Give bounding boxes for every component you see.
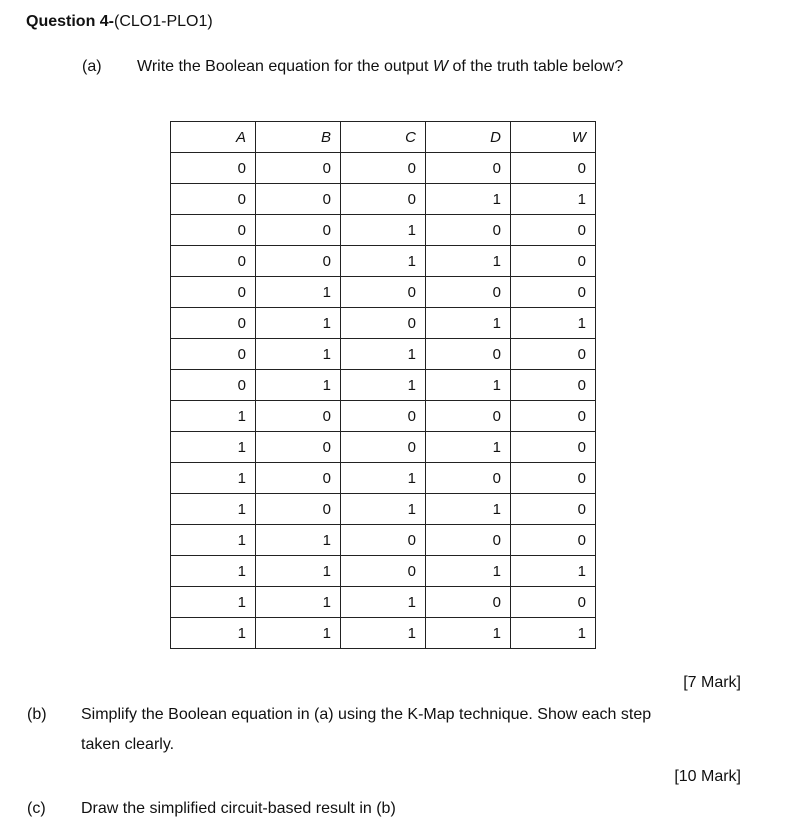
table-cell: 1: [426, 618, 511, 649]
table-cell: 1: [341, 494, 426, 525]
table-row: [171, 184, 596, 215]
table-cell: 0: [511, 401, 596, 432]
part-b-label: (b): [27, 706, 47, 723]
column-header-b: B: [256, 122, 341, 153]
table-row: [171, 246, 596, 277]
table-cell: 1: [171, 525, 256, 556]
table-cell: 1: [256, 277, 341, 308]
table-cell: 0: [171, 277, 256, 308]
table-row: [171, 401, 596, 432]
table-cell: 0: [341, 401, 426, 432]
table-cell: 0: [341, 153, 426, 184]
table-cell: 1: [426, 184, 511, 215]
table-cell: 0: [511, 246, 596, 277]
table-cell: 0: [256, 184, 341, 215]
question-clo: (CLO1-PLO1): [114, 13, 213, 30]
table-cell: 0: [256, 432, 341, 463]
table-cell: 1: [341, 339, 426, 370]
table-row: [171, 556, 596, 587]
question-number: Question 4-: [26, 13, 115, 30]
table-cell: 1: [426, 432, 511, 463]
table-cell: 1: [256, 308, 341, 339]
table-cell: 0: [171, 153, 256, 184]
part-b-mark: [10 Mark]: [674, 768, 741, 785]
column-header-c: C: [341, 122, 426, 153]
table-cell: 0: [511, 215, 596, 246]
part-a-variable: W: [432, 58, 449, 75]
table-cell: 1: [426, 556, 511, 587]
table-cell: 0: [511, 153, 596, 184]
table-cell: 0: [426, 277, 511, 308]
column-header-a: A: [171, 122, 256, 153]
table-cell: 0: [341, 308, 426, 339]
table-cell: 1: [426, 494, 511, 525]
table-row: [171, 587, 596, 618]
table-cell: 0: [171, 339, 256, 370]
truth-table: [170, 121, 596, 649]
table-cell: 0: [256, 215, 341, 246]
table-cell: 0: [171, 308, 256, 339]
table-cell: 1: [511, 184, 596, 215]
table-cell: 0: [426, 215, 511, 246]
table-cell: 1: [171, 587, 256, 618]
table-cell: 1: [341, 370, 426, 401]
table-cell: 0: [256, 463, 341, 494]
table-cell: 1: [341, 463, 426, 494]
table-cell: 0: [511, 370, 596, 401]
table-cell: 0: [426, 339, 511, 370]
part-b-text-line2: taken clearly.: [81, 736, 175, 753]
table-cell: 0: [256, 494, 341, 525]
table-cell: 0: [426, 463, 511, 494]
table-cell: 1: [171, 618, 256, 649]
part-c-label: (c): [27, 800, 46, 817]
table-cell: 0: [341, 432, 426, 463]
table-cell: 1: [341, 215, 426, 246]
table-row: [171, 618, 596, 649]
table-row: [171, 432, 596, 463]
question-heading: [26, 13, 213, 31]
table-cell: 0: [426, 587, 511, 618]
table-cell: 1: [256, 525, 341, 556]
table-cell: 0: [511, 494, 596, 525]
table-row: [171, 308, 596, 339]
table-cell: 1: [511, 308, 596, 339]
table-cell: 0: [426, 153, 511, 184]
table-cell: 1: [341, 618, 426, 649]
table-cell: 0: [256, 153, 341, 184]
table-cell: 1: [256, 587, 341, 618]
table-cell: 1: [341, 246, 426, 277]
table-row: [171, 215, 596, 246]
part-a-label: (a): [82, 58, 102, 75]
table-cell: 0: [511, 587, 596, 618]
table-cell: 0: [341, 277, 426, 308]
table-cell: 0: [341, 525, 426, 556]
table-row: [171, 277, 596, 308]
table-cell: 0: [426, 525, 511, 556]
part-a-text-before: Write the Boolean equation for the output: [137, 58, 433, 75]
table-cell: 0: [511, 277, 596, 308]
table-cell: 1: [256, 556, 341, 587]
table-cell: 1: [256, 618, 341, 649]
table-cell: 1: [171, 463, 256, 494]
table-cell: 1: [256, 370, 341, 401]
table-cell: 1: [426, 370, 511, 401]
table-cell: 0: [256, 401, 341, 432]
part-a-mark: [7 Mark]: [683, 674, 741, 691]
table-row: [171, 153, 596, 184]
table-cell: 0: [341, 184, 426, 215]
truth-table-header-row: [171, 122, 596, 153]
column-header-w: W: [511, 122, 596, 153]
truth-table-body: [171, 153, 596, 649]
part-c-text: Draw the simplified circuit-based result in (b): [81, 800, 396, 817]
column-header-d: D: [426, 122, 511, 153]
table-cell: 0: [256, 246, 341, 277]
table-cell: 1: [511, 556, 596, 587]
table-row: [171, 339, 596, 370]
table-cell: 0: [171, 370, 256, 401]
table-row: [171, 525, 596, 556]
table-cell: 1: [171, 494, 256, 525]
table-row: [171, 463, 596, 494]
part-b-text-line1: Simplify the Boolean equation in (a) using the K-Map technique. Show each step: [81, 706, 652, 723]
table-row: [171, 370, 596, 401]
part-a-text-after: of the truth table below?: [448, 58, 624, 75]
table-cell: 0: [511, 525, 596, 556]
table-cell: 0: [171, 246, 256, 277]
table-cell: 0: [171, 184, 256, 215]
table-cell: 0: [511, 339, 596, 370]
table-cell: 1: [426, 308, 511, 339]
table-cell: 0: [341, 556, 426, 587]
table-cell: 1: [171, 556, 256, 587]
table-cell: 1: [426, 246, 511, 277]
table-cell: 0: [511, 432, 596, 463]
table-cell: 1: [171, 401, 256, 432]
table-cell: 1: [341, 587, 426, 618]
table-cell: 0: [171, 215, 256, 246]
table-row: [171, 494, 596, 525]
table-cell: 0: [511, 463, 596, 494]
table-cell: 1: [171, 432, 256, 463]
part-a-text: [137, 58, 623, 76]
table-cell: 0: [426, 401, 511, 432]
table-cell: 1: [511, 618, 596, 649]
table-cell: 1: [256, 339, 341, 370]
